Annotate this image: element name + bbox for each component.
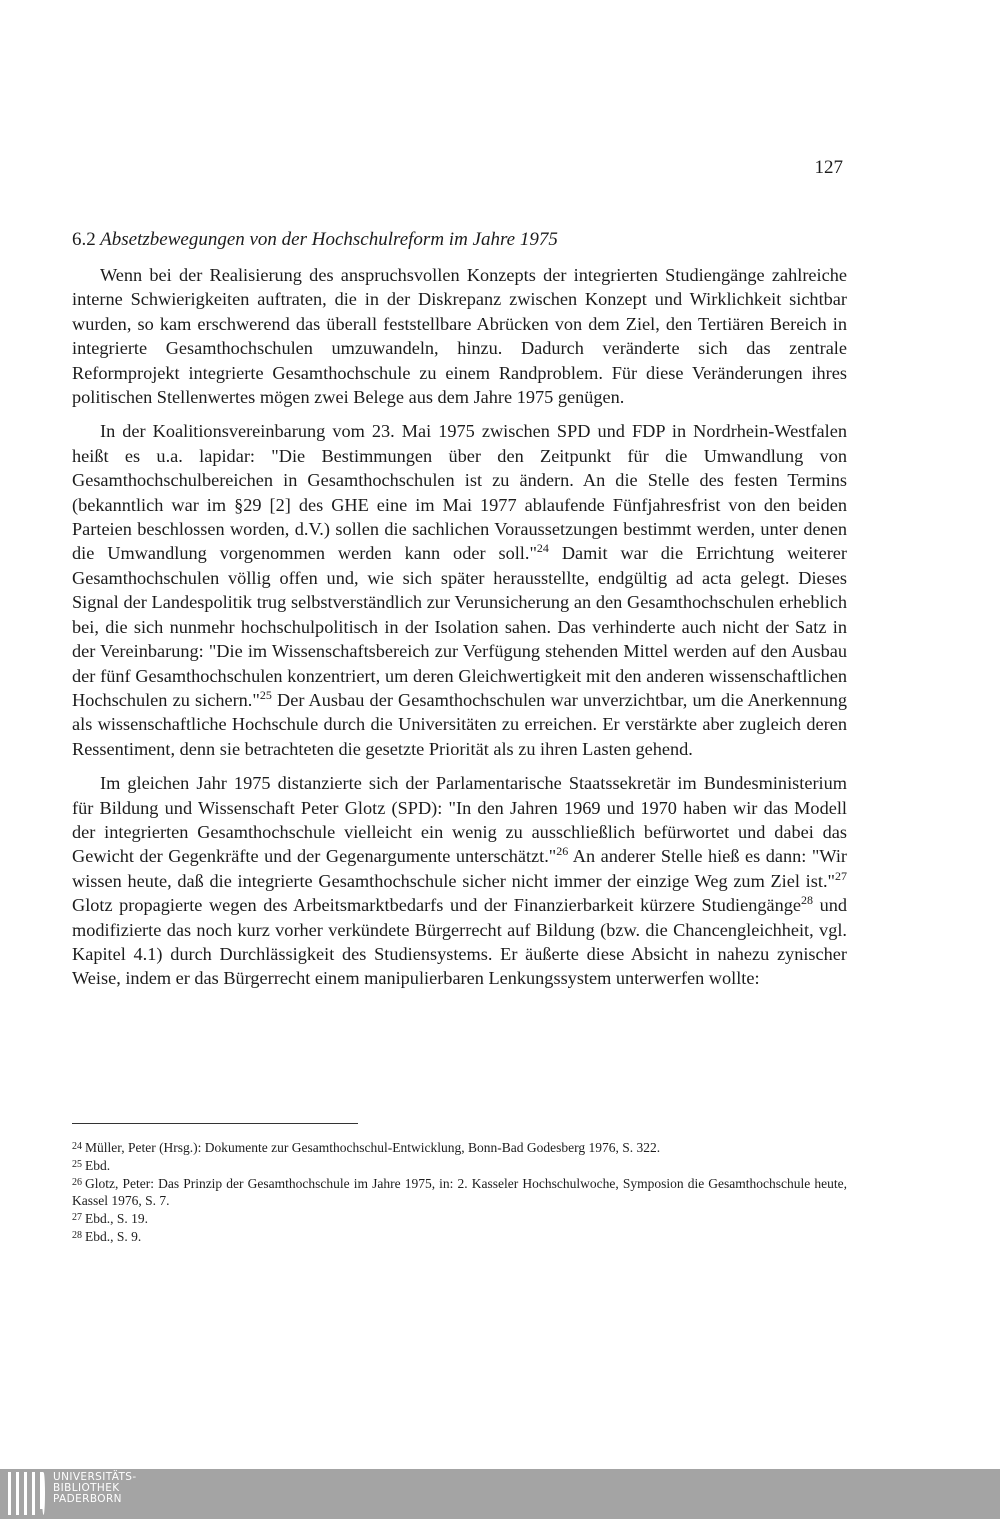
library-name-line: PADERBORN (53, 1493, 122, 1505)
footnote-number: 27 (72, 1212, 82, 1223)
library-name-line: UNIVERSITÄTS- (53, 1471, 137, 1483)
library-footer (0, 1469, 1000, 1519)
footnote-number: 25 (72, 1159, 82, 1170)
footnote-text: Müller, Peter (Hrsg.): Dokumente zur Gesamthochschul-Entwicklung, Bonn-Bad Godesberg 1976, S. 322. (85, 1140, 661, 1155)
footnotes (72, 1138, 847, 1245)
section-heading (72, 229, 558, 251)
footnote-marker: 27 (835, 868, 847, 883)
section-title: Absetzbewegungen von der Hochschulreform im Jahre 1975 (100, 229, 558, 250)
library-name (53, 1472, 137, 1505)
footnote (72, 1156, 847, 1174)
footnote-marker: 25 (259, 687, 272, 702)
footnote-number: 24 (72, 1141, 82, 1152)
section-number: 6.2 (72, 229, 96, 250)
footnote-number: 28 (72, 1230, 82, 1241)
footnote-marker: 26 (556, 844, 569, 859)
footnote-rule (72, 1123, 358, 1124)
body-text (72, 263, 847, 1001)
paragraph-text: An anderer Stelle hieß es dann: "Wir wissen heute, daß die integrierte Gesamthochschule sicher nicht immer der einzige Weg zum Ziel ist." (72, 846, 847, 891)
paragraph (72, 419, 847, 761)
footnote (72, 1174, 847, 1209)
footnote (72, 1138, 847, 1156)
footnote-text: Ebd., S. 9. (85, 1229, 142, 1244)
footnote-number: 26 (72, 1177, 82, 1188)
page-number: 127 (814, 157, 843, 178)
paragraph (72, 771, 847, 991)
paragraph-text: Damit war die Errichtung weiterer Gesamthochschulen völlig offen und, wie sich später herausstellte, endgültig ad acta gelegt. Dieses Signal der Landespolitik trug selbstverständlich zur Verunsicherung an den Gesamthochschulen erheblich bei, die sich nunmehr hochschulpolitisch in der Isolation sahen. Das verhinderte auch nicht der Satz in der Vereinbarung: "Die im Wissenschaftsbereich zur Verfügung stehenden Mittel werden auf den Ausbau der fünf Gesamthochschulen konzentriert, um deren Gleichwertigkeit mit den anderen wissenschaftlichen Hochschulen zu sichern." (72, 543, 847, 710)
footnote-marker: 28 (801, 893, 814, 908)
paragraph-text: Wenn bei der Realisierung des anspruchsvollen Konzepts der integrierten Studiengänge zahlreiche interne Schwierigkeiten auftraten, die in der Diskrepanz zwischen Konzept und Wirklichkeit sichtbar wurden, so kam erschwerend das überall feststellbare Abrücken von dem Ziel, den Tertiären Bereich in integrierte Gesamthochschulen umzuwandeln, hinzu. Dadurch veränderte sich das zentrale Reformprojekt integrierte Gesamthochschule zu einem Randproblem. Für diese Veränderungen ihres politischen Stellenwertes mögen zwei Belege aus dem Jahre 1975 genügen. (72, 265, 847, 408)
paragraph-text: Im gleichen Jahr 1975 distanzierte sich der Parlamentarische Staatssekretär im Bundesministerium für Bildung und Wissenschaft Peter Glotz (SPD): "In den Jahren 1969 und 1970 haben wir das Modell der integrierten Gesamthochschule vielleicht ein wenig zu ausschließlich befürwortet und dabei das Gewicht der Gegenkräfte und der Gegenargumente unterschätzt." (72, 773, 847, 867)
paragraph-text: und modifizierte das noch kurz vorher verkündete Bürgerrecht auf Bildung (bzw. die Chancengleichheit, vgl. Kapitel 4.1) durch Durchlässigkeit des Studiensystems. Er äußerte diese Absicht in nahezu zynischer Weise, indem er das Bürgerrecht einem manipulierbaren Lenkungssystem unterwerfen wollte: (72, 895, 847, 989)
footnote (72, 1209, 847, 1227)
library-name-line: BIBLIOTHEK (53, 1482, 120, 1494)
paragraph-text: In der Koalitionsvereinbarung vom 23. Mai 1975 zwischen SPD und FDP in Nordrhein-Westfalen heißt es u.a. lapidar: "Die Bestimmungen über den Zeitpunkt für die Umwandlung von Gesamthochschulbereichen in Gesamthochschulen ist zu ändern. An die Stelle des festen Termins (bekanntlich war im §29 [2] des GHE eine im Mai 1977 ablaufende Fünfjahresfrist von den beiden Parteien beschlossen worden, d.V.) sollen die sachlichen Voraussetzungen bestimmt werden, unter denen die Umwandlung vorgenommen werden kann oder soll." (72, 421, 847, 564)
footnote (72, 1227, 847, 1245)
footnote-text: Ebd. (85, 1158, 111, 1173)
footnote-marker: 24 (536, 541, 549, 556)
paragraph (72, 263, 847, 409)
footnote-text: Ebd., S. 19. (85, 1211, 149, 1226)
footnote-text: Glotz, Peter: Das Prinzip der Gesamthochschule im Jahre 1975, in: 2. Kasseler Hochschulwoche, Symposion die Gesamthochschule heute, Kassel 1976, S. 7. (72, 1176, 847, 1208)
paragraph-text: Glotz propagierte wegen des Arbeitsmarktbedarfs und der Finanzierbarkeit kürzere Studiengänge (72, 895, 802, 916)
paragraph-text: Der Ausbau der Gesamthochschulen war unverzichtbar, um die Anerkennung als wissenschaftliche Hochschule durch die Universitäten zu erreichen. Er verstärkte aber zugleich deren Ressentiment, denn sie betrachteten die gesetzte Priorität als zu ihren Lasten gehend. (72, 689, 847, 759)
